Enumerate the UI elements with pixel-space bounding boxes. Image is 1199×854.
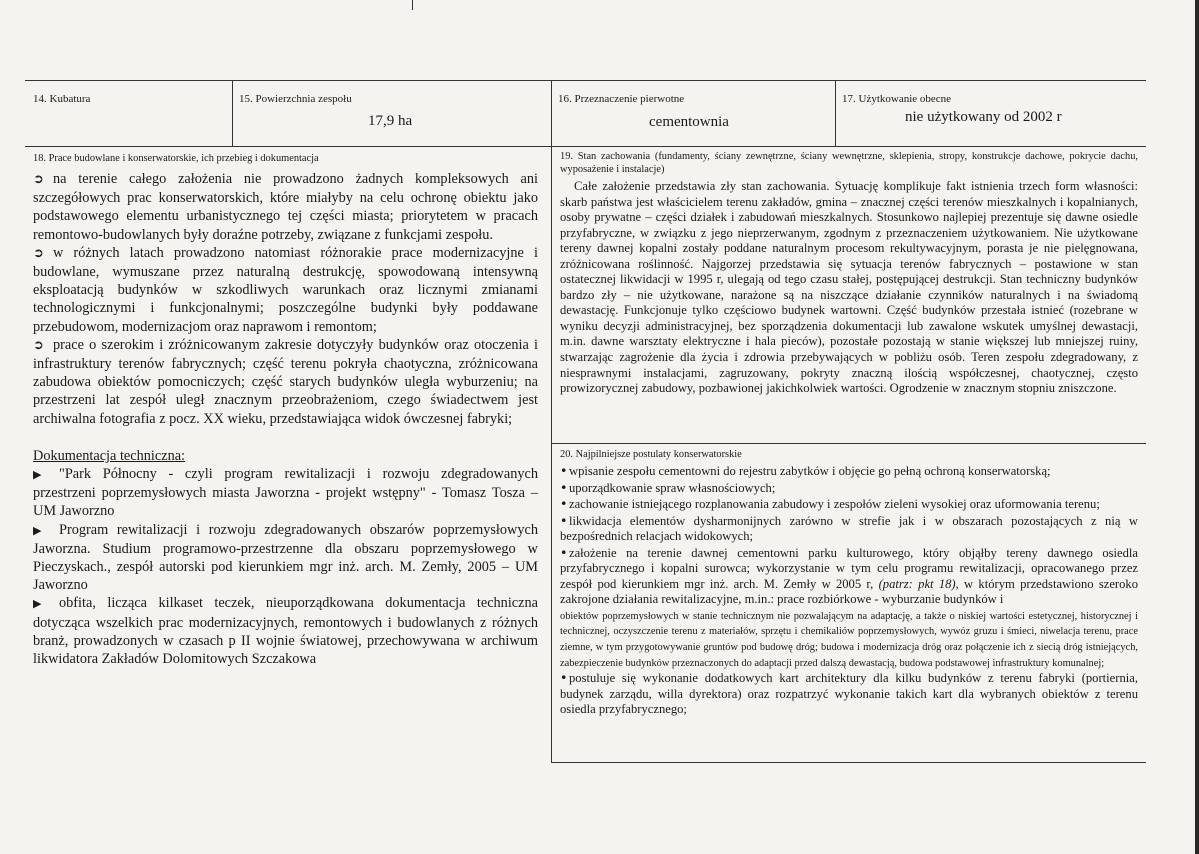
s20-item-1: wpisanie zespołu cementowni do rejestru zabytków i objęcie go pełną ochroną konserwatorską; xyxy=(569,464,1051,478)
field-15-value: 17,9 ha xyxy=(368,113,413,129)
documentation-heading: Dokumentacja techniczna: xyxy=(33,447,186,464)
arrow-bullet-icon: ➲ xyxy=(33,337,44,353)
s20-item-4: likwidacja elementów dysharmonijnych zarówno w strefie jak i w obszarach pozostających z nią w bezpośrednich relacjach widokowych; xyxy=(560,513,1138,544)
s18-item-2: w różnych latach prowadzono natomiast różnorakie prace modernizacyjne i budowlane, wymuszane przez naturalną destrukcję, spowodowaną intensywną eksploatacją budynków w szkodliwych warunkach oraz licznymi zmianami technologicznymi i funkcjonalnymi; poszczególne budynki były poddawane przebudowom, modernizacjom oraz naprawom i remontom; xyxy=(33,244,538,335)
s18-doc-3: obfita, licząca kilkaset teczek, nieuporządkowana dokumentacja techniczna dotycząca wszelkich prac modernizacyjnych, remontowych i budowlanych z różnych branż, prowadzonych w czasach p II wojnie światowej, przechowywana w archiwum likwidatora Zakładów Dolomitowych Szczakowa xyxy=(33,595,538,668)
divider-14-15 xyxy=(232,80,233,146)
section-18-title: 18. Prace budowlane i konserwatorskie, ich przebieg i dokumentacja xyxy=(33,153,319,164)
center-divider xyxy=(551,80,552,762)
field-14-label: 14. Kubatura xyxy=(33,93,91,105)
divider-16-17 xyxy=(835,80,836,146)
s19-text: Całe założenie przedstawia zły stan zachowania. Sytuację komplikuje fakt istnienia trzech form własności: skarb państwa jest właścicielem terenu zakładów, gmina – znacznej części terenów mieszkalnych i kopalnianych, osoby prywatne – części działek i zabudowań mieszkalnych. Stosunkowo najlepiej prezentuje się dawne osiedle przyfabryczne, w związku z jego nieprzerwanym, zgodnym z przeznaczeniem użytkowaniem. Nie użytkowane tereny dawnej kopalni zostały poddane naturalnym procesom rekultywacyjnym, porasta je nie pielęgnowana, zróżnicowana roślinność. Najgorzej przedstawia się sytuacja terenów fabrycznych – postawione w stan ostatecznej likwidacji w 1995 r, ulegają od tego czasu stałej, postępującej destrukcji. Stan techniczny budynków bardzo zły – nie użytkowane, narażone są na niszczące działanie czynników naturalnych i na świadomą dewastację. Funkcjonuje tylko częściowo budynek wartowni. Część budynków przestała istnieć (rozebrane w wyniku decyzji administracyjnej, bez sporządzenia dokumentacji lub zawalone wskutek umyślnej dewastacji, m.in. dawne warsztaty elektryczne i hala pieców), pozostałe pozostają w stanie większej lub mniejszej ruiny, stwarzając zagrożenie dla życia i zdrowia przebywających w pobliżu osób. Teren zespołu zdegradowany, z niesprawnymi instalacjami, zagruzowany, pokryty znaczną ilością współczesnej, chaotycznej, często prowizorycznej zabudowy, pozbawionej jakichkolwiek wartości. Ogrodzenie w znacznym stopniu zniszczone. xyxy=(560,179,1138,396)
record-card-sheet xyxy=(25,80,1146,762)
header-bottom-border xyxy=(25,146,1146,147)
s20-item-5-a: założenie na terenie dawnej cementowni parku kulturowego, który objąłby tereny dawnego osiedla przyfabrycznego i kopalni surowca; wykorzystanie w tym celu programu rewitalizacji, opracowanego przez zespół pod kierunkiem mgr inż. arch. M. Zemły w 2005 r, xyxy=(560,545,1138,591)
section-19-title: 19. Stan zachowania (fundamenty, ściany zewnętrzne, ściany wewnętrzne, sklepienia, stropy, konstrukcje dachowe, pokrycie dachu, wyposażenie i instalacje) xyxy=(560,151,1138,175)
s18-item-3: prace o szerokim i zróżnicowanym zakresie dotyczyły budynków oraz otoczenia i infrastruktury terenów fabrycznych; część terenu pokryła chaotyczna, zróżnicowana zabudowa obiektów pomocniczych; część starych budynków uległa wyburzeniu; na przestrzeni lat zespół uległ znacznym przeobrażeniom, czego świadectwem jest archiwalna fotografia z pocz. XX wieku, przedstawiająca widok ówczesnej fabryki; xyxy=(33,336,538,427)
s20-item-2: uporządkowanie spraw własnościowych; xyxy=(569,480,776,495)
section-20-title: 20. Najpilniejsze postulaty konserwatorskie xyxy=(560,449,742,460)
s20-item-5-ref: (patrz: pkt 18) xyxy=(878,576,956,591)
field-15-label: 15. Powierzchnia zespołu xyxy=(239,93,352,105)
s20-item-3: zachowanie istniejącego rozplanowania zabudowy i zespołów zieleni wysokiej oraz uformowania terenu; xyxy=(569,497,1100,512)
field-17-value: nie użytkowany od 2002 r xyxy=(905,109,1062,125)
field-16-value: cementownia xyxy=(649,114,729,130)
round-bullet-icon: • xyxy=(560,463,568,478)
field-16-label: 16. Przeznaczenie pierwotne xyxy=(558,93,685,105)
s20-bottom-border xyxy=(551,762,1146,763)
arrow-bullet-icon: ➲ xyxy=(33,245,44,261)
round-bullet-icon: • xyxy=(560,496,568,512)
s18-doc-1: "Park Północny - czyli program rewitalizacji i rozwoju zdegradowanych przestrzeni poprzemysłowych miasta Jaworzna - projekt wstępny" - Tomasz Tosza – UM Jaworzno xyxy=(33,466,538,520)
top-border xyxy=(25,80,1146,81)
field-17-label: 17. Użytkowanie obecne xyxy=(842,93,952,105)
triangle-bullet-icon: ▶ xyxy=(33,597,42,611)
s19-s20-divider xyxy=(551,443,1146,444)
arrow-bullet-icon: ➲ xyxy=(33,172,44,187)
s18-doc-2: Program rewitalizacji i rozwoju zdegradowanych obszarów poprzemysłowych Jaworzna. Studium programowo-przestrzenne dla obszaru poprzemysłowego w Pieczyskach., zespół autorski pod kierunkiem mgr inż. arch. M. Zemły, 2005 – UM Jaworzno xyxy=(33,521,538,594)
round-bullet-icon: • xyxy=(560,670,568,686)
round-bullet-icon: • xyxy=(560,544,568,560)
section-20 xyxy=(560,448,1138,718)
section-18 xyxy=(33,152,538,668)
round-bullet-icon: • xyxy=(560,479,568,495)
top-tick-mark xyxy=(412,0,413,10)
s20-item-6: postuluje się wykonanie dodatkowych kart architektury dla kilku budynków z terenu fabryki (portiernia, budynek zarządu, willa dyrektora) oraz rozpatrzyć wykonanie takich kart dla wybranych obiektów z terenu osiedla przyfabrycznego; xyxy=(560,671,1138,717)
s20-item-5-b: , w którym przedstawiono szeroko zakrojone działania rewitalizacyjne, m.in.: prace rozbiórkowe - wyburzanie budynków i xyxy=(560,576,1138,607)
triangle-bullet-icon: ▶ xyxy=(33,468,42,482)
triangle-bullet-icon: ▶ xyxy=(33,523,42,537)
s18-item-1: na terenie całego założenia nie prowadzono żadnych kompleksowych ani szczegółowych prac konserwatorskich, które miałyby na celu ochronę obiektu jako podstawowego elementu urbanistycznego tej części miasta; priorytetem w pracach remontowo-budowlanych były doraźne potrzeby, związane z funkcjami zespołu. xyxy=(33,171,538,243)
section-19 xyxy=(560,150,1138,397)
s20-item-5-detail: obiektów poprzemysłowych w stanie technicznym nie pozwalającym na adaptację, a także o niskiej wartości estetycznej, historycznej i technicznej, oczyszczenie terenu z materiałów, sprzętu i chemikaliów poprzemysłowych, wywóz gruzu i śmieci, niwelacja terenu, prace ziemne, w tym przygotowywanie gruntów pod budowę dróg; budowa i modernizacja dróg oraz połączenie ich z siecią dróg istniejących, zabezpieczenie budynków przeznaczonych do adaptacji przed dalszą dewastacją, budowa podstawowej infrastruktury komunalnej; xyxy=(560,610,1138,669)
round-bullet-icon: • xyxy=(560,512,568,528)
